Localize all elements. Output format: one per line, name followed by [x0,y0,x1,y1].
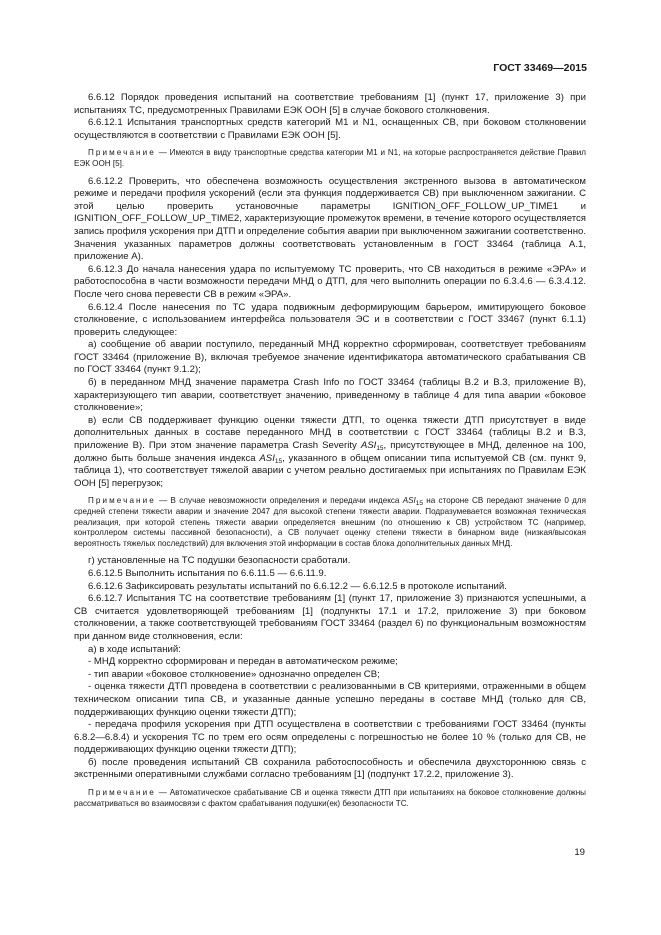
list-item-b: б) в переданном МНД значение параметра Crash Info по ГОСТ 33464 (таблицы В.2 и В.3, приложение В), характеризующего тип аварии, соответствует значению, приведенному в таблице 4 для типа аварии «боковое столкновение»; [74,377,586,414]
document-body [74,92,586,815]
dash-item: - оценка тяжести ДТП проведена в соответствии с реализованными в СВ критериями, отраженными в общем техническом описании типа СВ, и указанные данные успешно переданы в составе МНД (только для СВ, поддерживающих функцию оценки тяжести ДТП); [74,681,586,718]
page-number: 19 [574,847,585,858]
document-header: ГОСТ 33469—2015 [493,62,587,74]
paragraph-6-6-12: 6.6.12 Порядок проведения испытаний на соответствие требованиям [1] (пункт 17, приложение 3) при испытаниях ТС, предусмотренных Правилами ЕЭК ООН [5] в случае бокового столкновения. [74,92,586,116]
note-text: — Имеются в виду транспортные средства категории М1 и N1, на которые распространяется действие Правил ЕЭК ООН [5]. [74,148,586,168]
note [74,148,586,169]
note-label: Примечание [88,496,156,506]
list-item-a: а) сообщение об аварии поступило, переданный МНД корректно сформирован, соответствует требованиям ГОСТ 33464 (приложение В), включая требуемое значение идентификатора автоматического срабатывания СВ по ГОСТ 33464 (пункт 9.1.2); [74,339,586,376]
list-item-v: в) если СВ поддерживает функцию оценки тяжести ДТП, то оценка тяжести ДТП присутствует в виде дополнительных данных в составе переданного МНД в соответствии с ГОСТ 33464 (таблицы В.2 и В.3, приложение В). При этом значение параметра Crash Severity $ASI_{15}$, присутствующее в МНД, деленное на 100, должно быть больше значения индекса $ASI_{15}$, указанного в общем описании типа испытуемой СВ (см. пункт 9, таблица 1), что соответствует тяжелой аварии с учетом реально достигаемых при испытаниях по Правилам ЕЭК ООН [5] перегрузок; [74,414,586,489]
paragraph-6-6-12-6: 6.6.12.6 Зафиксировать результаты испытаний по 6.6.12.2 — 6.6.12.5 в протоколе испытаний. [88,580,507,592]
paragraph-6-6-12-2: 6.6.12.2 Проверить, что обеспечена возможность осуществления экстренного вызова в автоматическом режиме и передачи профиля ускорений (если эта функция поддерживается СВ) при выключенном зажигании. С этой целью проверить установочные параметры IGNITION_OFF_FOLLOW_UP_TIME1 и IGNITION_OFF_FOLLOW_UP_TIME2, характеризующие промежуток времени, в течение которого осуществляется запись профиля ускорения при ДТП и определение события аварии при выключенном зажигании соответственно. Значения указанных параметров должны соответствовать установленным в ГОСТ 33464 (таблица А.1, приложение А). [74,175,586,263]
note-label: Примечание [88,148,156,158]
list-item-g: г) установленные на ТС подушки безопасности сработали. [88,555,351,567]
paragraph-6-6-12-3: 6.6.12.3 До начала нанесения удара по испытуемому ТС проверить, что СВ находиться в режиме «ЭРА» и работоспособна в части возможности передачи МНД о ДТП, для чего выполнить операции по 6.3.4.6 — 6.3.4.12. После чего снова перевести СВ в режим «ЭРА». [74,263,586,300]
paragraph-6-6-12-4: 6.6.12.4 После нанесения по ТС удара подвижным деформирующим барьером, имитирующего боковое столкновение, с использованием интерфейса пользователя ЭС и в соответствии с ГОСТ 33467 (пункт 6.1.1) проверить следующее: [74,301,586,338]
asi-index: ASI [259,452,275,464]
list-item-a: а) в ходе испытаний: [88,643,181,655]
asi-index: ASI [402,496,416,506]
note: Примечание — В случае невозможности определения и передачи индекса $ASI_{15}$ на стороне СВ передают значение 0 для средней степени тяжести аварии и значение 2047 для высокой степени тяжести аварии. Подразумевается возможная техническая реализация, при которой степень тяжести аварии определяется внешним (по отношению к СВ) устройством ТС (например, контроллером системы пассивной безопасности), а СВ получает оценку степени тяжести в бинарном виде (низкая/высокая вероятность тяжелых последствий) для включения этой информации в состав блока дополнительных данных МНД. [74,496,587,548]
asi-index: ASI [360,440,377,452]
note-label: Примечание [88,788,156,798]
paragraph-6-6-12-7: 6.6.12.7 Испытания ТС на соответствие требованиям [1] (пункт 17, приложение 3) признаются успешными, а СВ считается удовлетворяющей требованиям [1] (подпункты 17.1 и 17.2, приложение 3) при боковом столкновении, а также соответствующей требованиям ГОСТ 33464 (раздел 6) по функциональным возможностям при данном виде столкновения, если: [74,593,586,642]
paragraph-6-6-12-1: 6.6.12.1 Испытания транспортных средств категорий М1 и N1, оснащенных СВ, при боковом столкновении осуществляются в соответствии с Правилами ЕЭК ООН [5]. [74,117,586,141]
dash-item: - МНД корректно сформирован и передан в автоматическом режиме; [88,656,398,668]
dash-item: - передача профиля ускорения при ДТП осуществлена в соответствии с требованиями ГОСТ 33464 (пункты 6.8.2—6.8.4) и ускорения ТС по трем его осям определены с погрешностью не более 10 % (только для СВ, не поддерживающих функцию оценки тяжести ДТП); [74,719,586,756]
list-item-b: б) после проведения испытаний СВ сохранила работоспособность и обеспечила двухстороннюю связь с экстренными оперативными службами согласно требованиям [1] (подпункт 17.2.2, приложение 3). [74,756,586,781]
note-text: — Автоматическое срабатывание СВ и оценка тяжести ДТП при испытаниях на боковое столкновение должны рассматриваться во взаимосвязи с фактом срабатывания подушки(ек) безопасности ТС. [74,788,586,808]
paragraph-6-6-12-5: 6.6.12.5 Выполнить испытания по 6.6.11.5 — 6.6.11.9. [88,567,327,579]
dash-item: - тип аварии «боковое столкновение» однозначно определен СВ; [88,668,380,680]
note [74,788,586,809]
